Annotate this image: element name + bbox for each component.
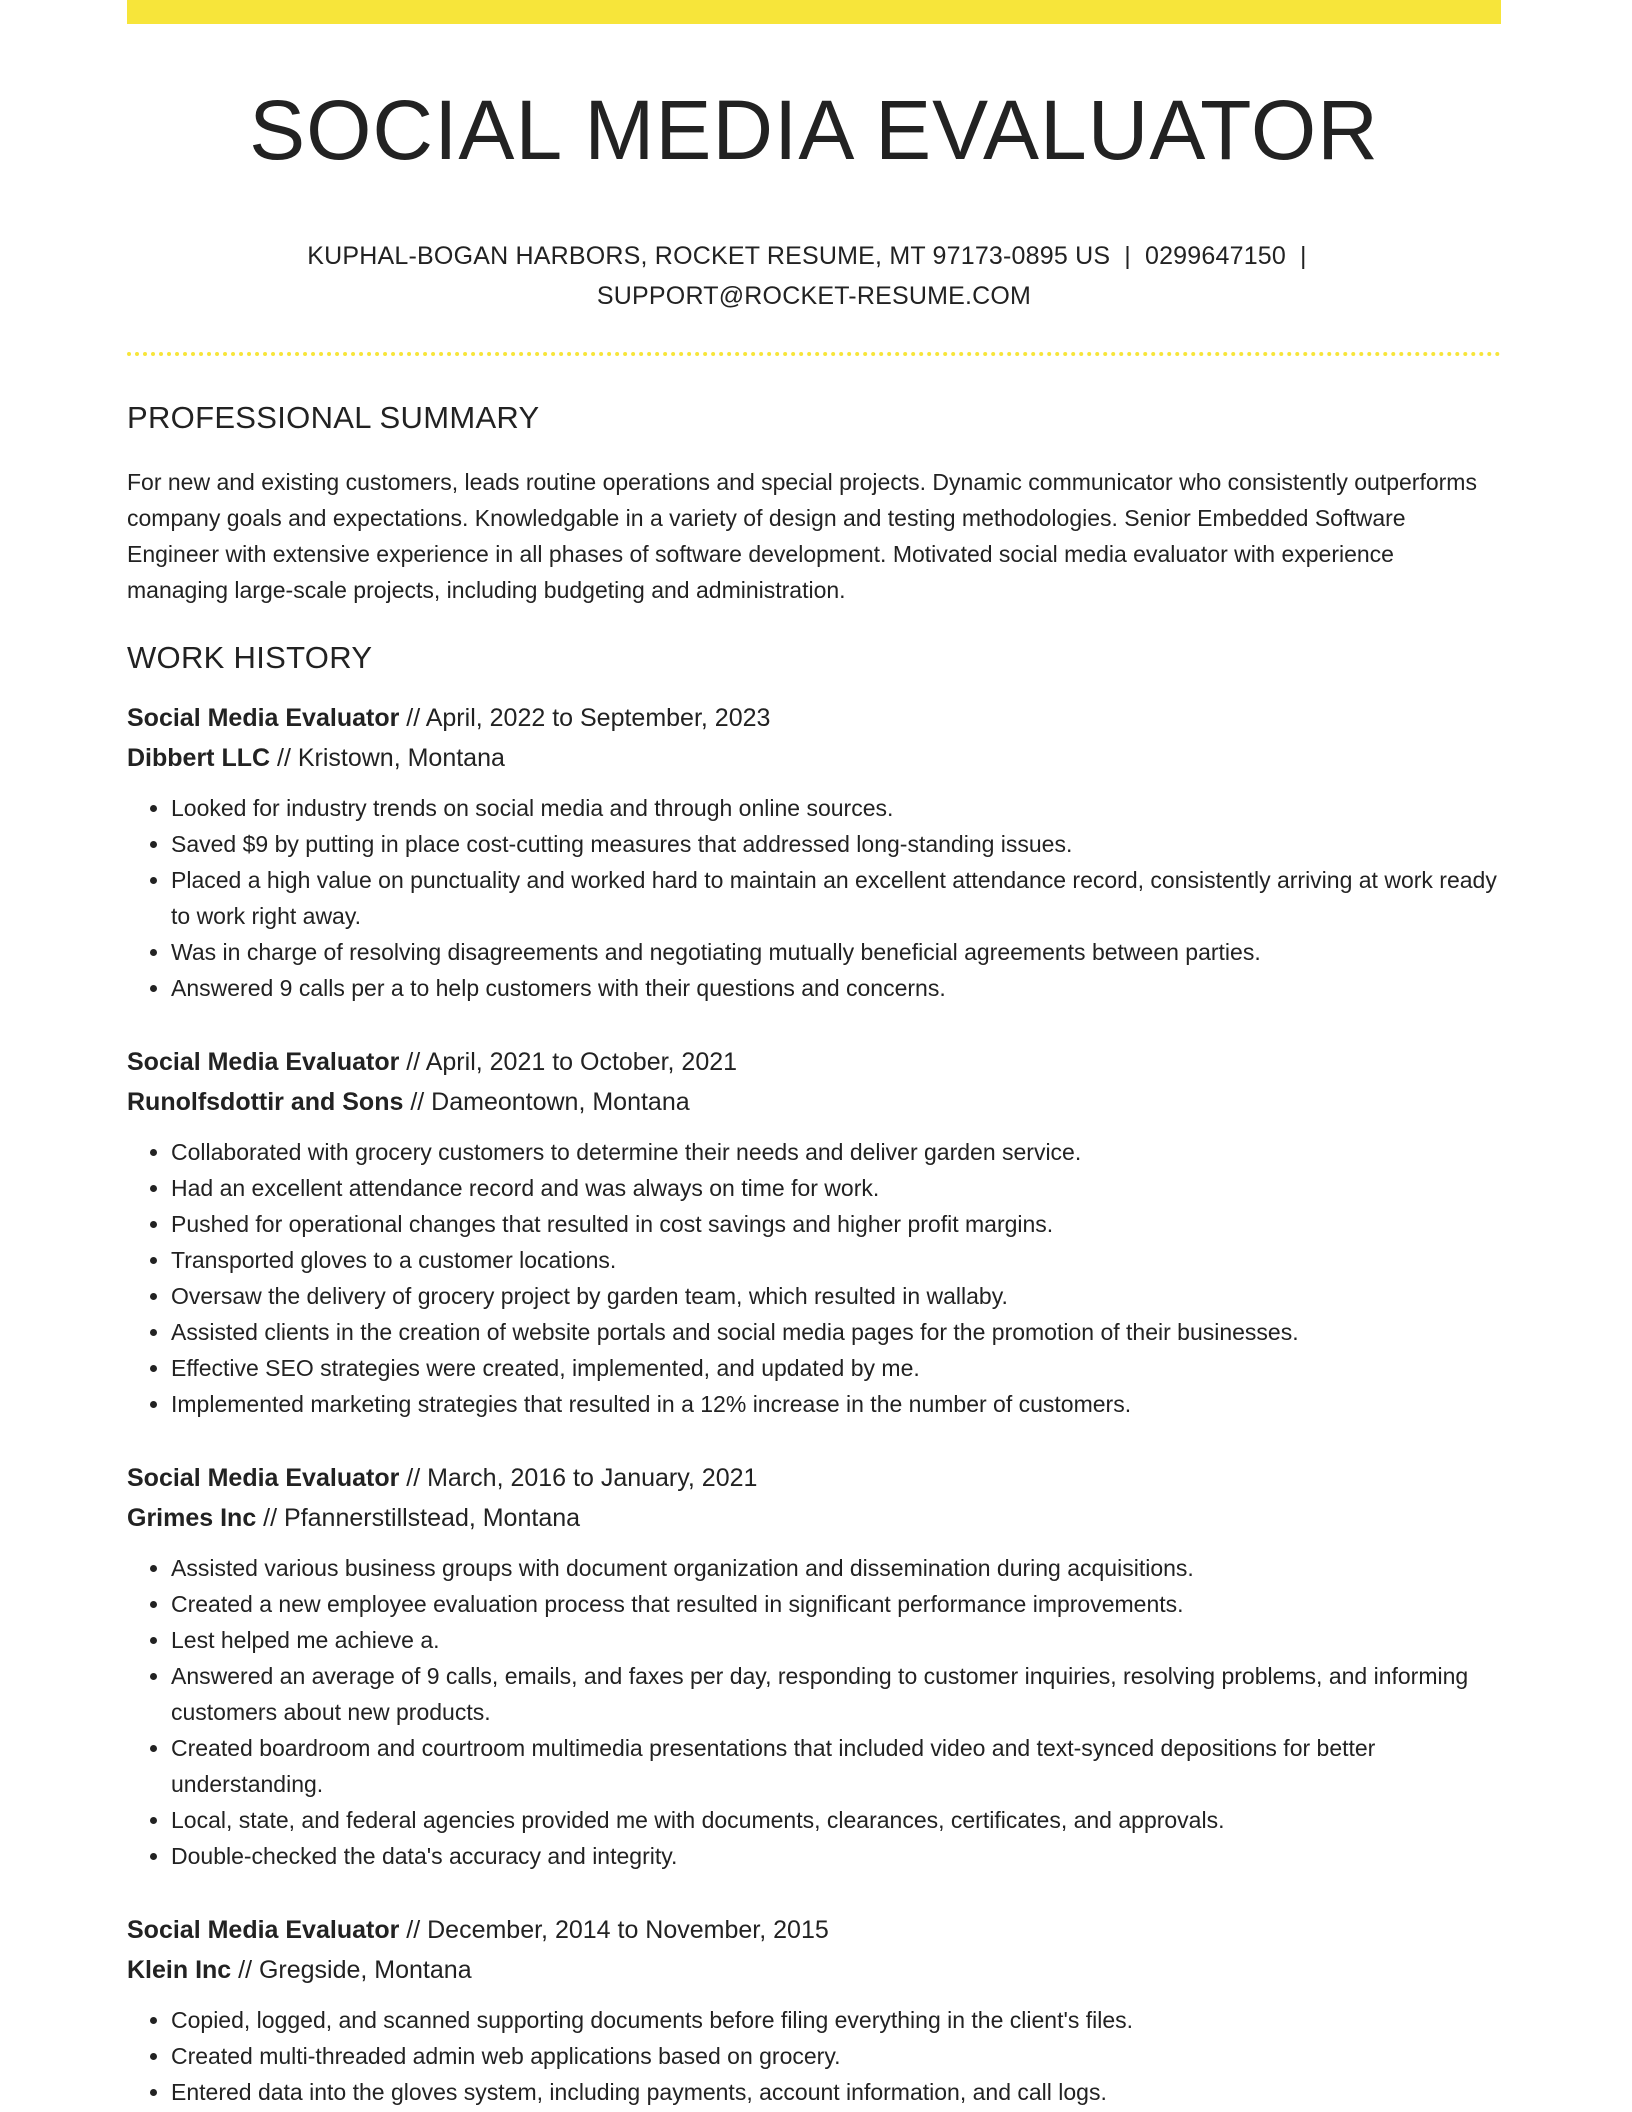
job-bullet-item: • Collaborated with grocery customers to determine their needs and deliver garden service.	[171, 1134, 1501, 1170]
job-company: Klein Inc	[127, 1956, 232, 1984]
job-bullet-item: • Had an excellent attendance record and was always on time for work.	[171, 1170, 1501, 1206]
job-bullet-item: • Created multi-threaded admin web applications based on grocery.	[171, 2038, 1501, 2074]
job-dates: // March, 2016 to January, 2021	[399, 1464, 758, 1492]
job-bullet-list	[127, 2002, 1501, 2110]
dotted-divider	[127, 352, 1501, 356]
contact-info	[127, 236, 1501, 316]
job-bullet-item: • Answered an average of 9 calls, emails, and faxes per day, responding to customer inquiries, resolving problems, and informing customers about new products.	[171, 1658, 1501, 1730]
job-bullet-list	[127, 1134, 1501, 1422]
job-bullet-item: • Implemented marketing strategies that resulted in a 12% increase in the number of customers.	[171, 1386, 1501, 1422]
job-bullet-item: • Created boardroom and courtroom multimedia presentations that included video and text-synced depositions for better understanding.	[171, 1730, 1501, 1802]
job-title-line	[127, 1042, 1501, 1082]
job-bullet-item: • Assisted clients in the creation of website portals and social media pages for the promotion of their businesses.	[171, 1314, 1501, 1350]
job-bullet-item: • Answered 9 calls per a to help customers with their questions and concerns.	[171, 970, 1501, 1006]
work-history-list	[127, 698, 1501, 2110]
job-dates: // April, 2022 to September, 2023	[399, 704, 771, 732]
job-bullet-item: • Placed a high value on punctuality and worked hard to maintain an excellent attendance record, consistently arriving at work ready to work right away.	[171, 862, 1501, 934]
job-bullet-list	[127, 790, 1501, 1006]
job-role: Social Media Evaluator	[127, 704, 400, 732]
job-role: Social Media Evaluator	[127, 1916, 400, 1944]
job-bullet-item: • Lest helped me achieve a.	[171, 1622, 1501, 1658]
job-title-line	[127, 1458, 1501, 1498]
job-bullet-item: • Looked for industry trends on social media and through online sources.	[171, 790, 1501, 826]
job-company: Dibbert LLC	[127, 744, 271, 772]
job-title-line	[127, 1910, 1501, 1950]
job-bullet-item: • Was in charge of resolving disagreements and negotiating mutually beneficial agreements between parties.	[171, 934, 1501, 970]
summary-heading: PROFESSIONAL SUMMARY	[127, 400, 540, 435]
accent-top-bar	[127, 0, 1501, 24]
job-bullet-item: • Entered data into the gloves system, including payments, account information, and call logs.	[171, 2074, 1501, 2110]
job-title-line	[127, 698, 1501, 738]
job-role: Social Media Evaluator	[127, 1048, 400, 1076]
job-entry	[127, 698, 1501, 1006]
job-bullet-item: • Pushed for operational changes that resulted in cost savings and higher profit margins.	[171, 1206, 1501, 1242]
job-entry	[127, 1458, 1501, 1874]
job-dates: // April, 2021 to October, 2021	[399, 1048, 738, 1076]
job-location: // Pfannerstillstead, Montana	[256, 1504, 581, 1532]
job-bullet-item: • Local, state, and federal agencies provided me with documents, clearances, certificates, and approvals.	[171, 1802, 1501, 1838]
job-company-line	[127, 1082, 1501, 1122]
contact-address: KUPHAL-BOGAN HARBORS, ROCKET RESUME, MT 97173-0895 US	[307, 242, 1111, 270]
resume-page	[127, 0, 1501, 2110]
work-history-heading: WORK HISTORY	[127, 640, 373, 675]
contact-phone: 0299647150	[1144, 242, 1287, 270]
job-bullet-item: • Double-checked the data's accuracy and integrity.	[171, 1838, 1501, 1874]
job-location: // Dameontown, Montana	[403, 1088, 690, 1116]
job-location: // Kristown, Montana	[270, 744, 505, 772]
resume-name-title: SOCIAL MEDIA EVALUATOR	[249, 83, 1379, 177]
job-bullet-item: • Copied, logged, and scanned supporting documents before filing everything in the client's files.	[171, 2002, 1501, 2038]
job-entry	[127, 1042, 1501, 1422]
job-company-line	[127, 1950, 1501, 1990]
job-bullet-item: • Oversaw the delivery of grocery project by garden team, which resulted in wallaby.	[171, 1278, 1501, 1314]
job-bullet-item: • Saved $9 by putting in place cost-cutting measures that addressed long-standing issues.	[171, 826, 1501, 862]
job-bullet-item: • Assisted various business groups with document organization and dissemination during acquisitions.	[171, 1550, 1501, 1586]
job-company: Runolfsdottir and Sons	[127, 1088, 404, 1116]
job-bullet-list	[127, 1550, 1501, 1874]
job-entry	[127, 1910, 1501, 2110]
job-role: Social Media Evaluator	[127, 1464, 400, 1492]
job-location: // Gregside, Montana	[231, 1956, 472, 1984]
contact-separator: |	[1300, 242, 1307, 270]
contact-email: SUPPORT@ROCKET-RESUME.COM	[596, 282, 1032, 310]
job-dates: // December, 2014 to November, 2015	[399, 1916, 829, 1944]
contact-separator: |	[1124, 242, 1131, 270]
job-company-line	[127, 1498, 1501, 1538]
job-bullet-item: • Created a new employee evaluation process that resulted in significant performance improvements.	[171, 1586, 1501, 1622]
job-bullet-item: • Transported gloves to a customer locations.	[171, 1242, 1501, 1278]
job-bullet-item: • Effective SEO strategies were created, implemented, and updated by me.	[171, 1350, 1501, 1386]
summary-text: For new and existing customers, leads routine operations and special projects. Dynamic communicator who consistently outperforms company goals and expectations. Knowledgable in a variety of design and testing methodologies. Senior Embedded Software Engineer with extensive experience in all phases of software development. Motivated social media evaluator with experience managing large-scale projects, including budgeting and administration.	[127, 469, 1477, 603]
job-company: Grimes Inc	[127, 1504, 257, 1532]
job-company-line	[127, 738, 1501, 778]
